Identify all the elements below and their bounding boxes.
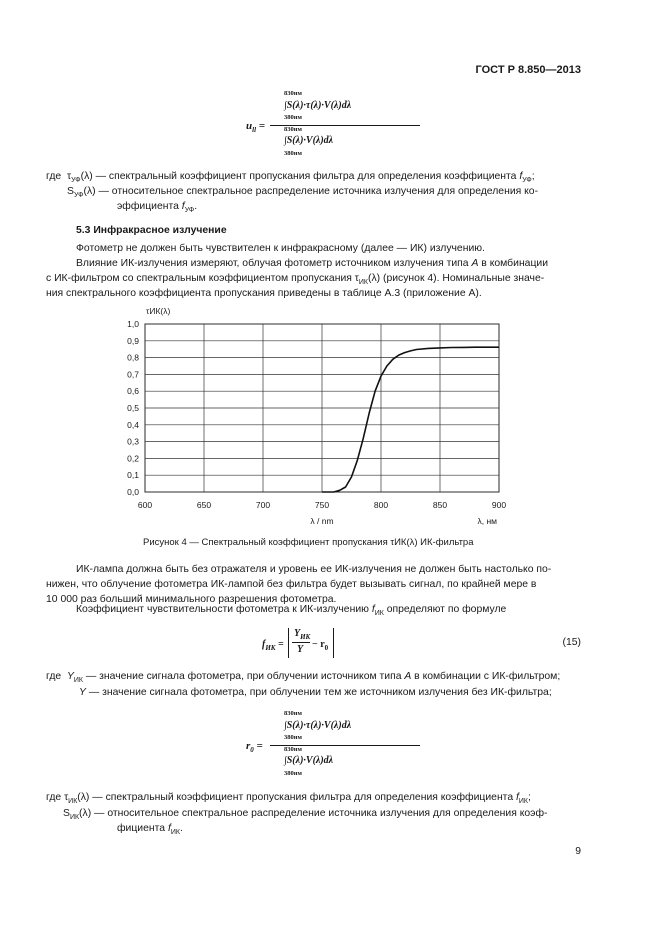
y-tick-label: 0,0	[127, 487, 139, 497]
fraction-bar	[292, 642, 310, 643]
paragraph-line: 10 000 раз больший минимального разрешения фотометра.	[46, 594, 337, 605]
transmission-chart	[100, 302, 520, 527]
section-title: 5.3 Инфракрасное излучение	[76, 225, 227, 236]
equation-number: (15)	[562, 637, 581, 648]
definition-s-uf: $S_{УФ}(\lambda)$ — относительное спектральное распределение источника излучения для определения ко-	[67, 186, 539, 200]
y-tick-labels	[127, 319, 139, 497]
x-tick-label: 900	[491, 500, 507, 510]
integral-upper-limit: 830нм	[284, 746, 302, 753]
integral-lower-limit: 380нм	[284, 114, 302, 121]
formula-lhs: $f_{ИК}$ =	[262, 639, 284, 652]
series-line	[322, 347, 499, 492]
page-number: 9	[575, 846, 581, 857]
definition-s-ik: $S_{ИК}(\lambda)$ — относительное спектральное распределение источника излучения для определения коэф-	[63, 808, 548, 822]
formula-denominator: ∫S(λ)·V(λ)dλ	[284, 755, 334, 766]
fraction-denominator: Y	[297, 644, 304, 655]
document-code: ГОСТ Р 8.850—2013	[475, 64, 581, 76]
y-tick-label: 0,4	[127, 419, 139, 430]
x-tick-label: 650	[196, 500, 212, 510]
definition-tau-uf: где $\tau_{УФ}(\lambda)$ — спектральный коэффициент пропускания фильтра для определения коэффициента $f_{УФ}$;	[46, 171, 535, 185]
definition-tau-ik: где $\tau_{ИК}(\lambda)$ — спектральный коэффициент пропускания фильтра для определения коэффициента $f_{ИК}$;	[46, 792, 531, 806]
formula-lhs: $u_{ll}$ =	[246, 120, 266, 135]
y-tick-label: 0,6	[127, 386, 139, 397]
x-tick-label: 800	[373, 500, 389, 510]
integral-lower-limit: 380нм	[284, 770, 302, 777]
chart-series	[322, 347, 499, 492]
formula-numerator: ∫S(λ)·τ(λ)·V(λ)dλ	[284, 720, 352, 731]
x-tick-label: 700	[255, 500, 271, 510]
formula-numerator: ∫S(λ)·τ(λ)·V(λ)dλ	[284, 100, 352, 111]
integral-upper-limit: 830нм	[284, 90, 302, 97]
formula-f-ik	[262, 628, 382, 668]
x-tick-labels	[138, 500, 506, 510]
formula-r0	[240, 710, 440, 782]
integral-upper-limit: 830нм	[284, 710, 302, 717]
paragraph-line: с ИК-фильтром со спектральным коэффициентом пропускания $\tau_{ИК}(\lambda)$ (рисунок 4). Номинальные значе-	[46, 273, 545, 287]
y-tick-label: 0,8	[127, 352, 139, 363]
integral-lower-limit: 380нм	[284, 150, 302, 157]
paragraph: ИК-лампа должна быть без отражателя и уровень ее ИК-излучения не должен быть настолько по-	[76, 564, 552, 575]
y-tick-label: 0,9	[127, 335, 139, 346]
y-tick-label: 0,3	[127, 436, 139, 447]
x-axis-label-right: λ, нм	[477, 516, 497, 526]
integral-lower-limit: 380нм	[284, 734, 302, 741]
paragraph: Коэффициент чувствительности фотометра к ИК-излучению $f_{ИК}$ определяют по формуле	[76, 604, 507, 618]
definition-s-ik-cont: фициента $f_{ИК}$.	[117, 823, 183, 837]
y-tick-label: 0,2	[127, 453, 139, 464]
y-axis-label: τИК(λ)	[146, 306, 171, 316]
definition-y-ik: где $Y_{ИК}$ — значение сигнала фотометра, при облучении источником типа A в комбинации с ИК-фильтром;	[46, 671, 561, 685]
formula-lhs: $r_0$ =	[246, 740, 263, 755]
x-tick-label: 600	[137, 500, 153, 510]
y-tick-label: 1,0	[127, 319, 139, 329]
integral-upper-limit: 830нм	[284, 126, 302, 133]
paragraph: Влияние ИК-излучения измеряют, облучая фотометр источником излучения типа A в комбинации	[76, 258, 549, 269]
x-tick-label: 850	[432, 500, 448, 510]
definition-s-uf-cont: эффициента $f_{УФ}$.	[117, 201, 198, 215]
x-tick-label: 750	[314, 500, 330, 510]
y-tick-label: 0,5	[127, 403, 139, 413]
paragraph: Фотометр не должен быть чувствителен к инфракрасному (далее — ИК) излучению.	[76, 243, 485, 254]
formula-minus-term: − $r_0$	[312, 639, 329, 652]
paragraph-line: нижен, что облучение фотометра ИК-лампой без фильтра будет вызывать сигнал, по крайней мере в	[46, 579, 537, 590]
paragraph-line: ния спектрального коэффициента пропускания приведены в таблице А.3 (приложение А).	[46, 288, 482, 299]
chart-grid	[145, 324, 499, 492]
y-tick-label: 0,7	[127, 369, 139, 380]
fraction-numerator: $Y_{ИК}$	[294, 628, 311, 641]
x-axis-label-left: λ / nm	[310, 516, 334, 526]
figure-caption: Рисунок 4 — Спектральный коэффициент пропускания τИК(λ) ИК-фильтра	[143, 537, 474, 548]
formula-denominator: ∫S(λ)·V(λ)dλ	[284, 135, 334, 146]
formula-uv	[240, 90, 440, 162]
y-tick-label: 0,1	[127, 470, 139, 481]
definition-y: Y — значение сигнала фотометра, при облучении тем же источником излучения без ИК-фильтра;	[79, 687, 552, 698]
